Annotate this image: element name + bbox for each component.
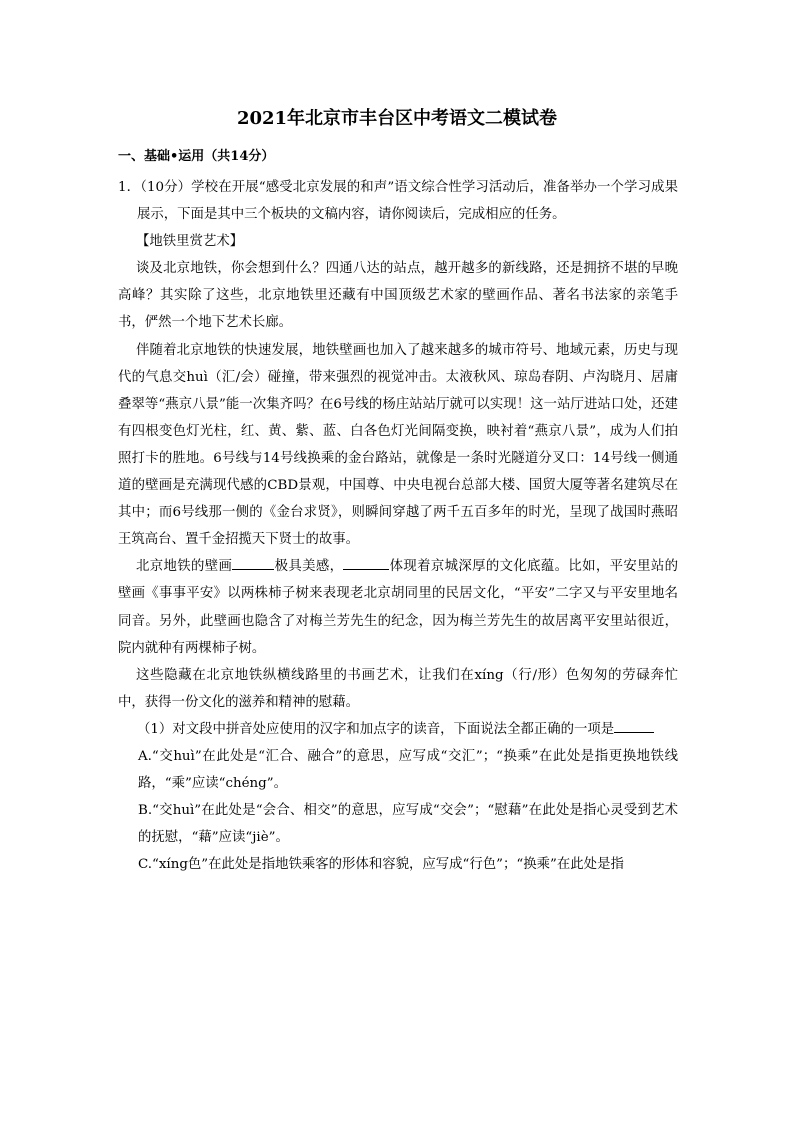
paragraph-4: 这些隐藏在北京地铁纵横线路里的书画艺术，让我们在xíng（行/形）色匆匆的劳碌奔忙中，获得一份文化的滋养和精神的慰藉。 — [118, 667, 678, 710]
page-title: 2021年北京市丰台区中考语文二模试卷 — [236, 108, 558, 129]
paragraph-2: 伴随着北京地铁的快速发展，地铁壁画也加入了越来越多的城市符号、地域元素，历史与现代的气息交huì（汇/会）碰撞，带来强烈的视觉冲击。太液秋风、琼岛春阴、卢沟晓月、居庸叠翠等“燕京八景”能一次集齐吗？在6号线的杨庄站站厅就可以实现！这一站厅进站口处，还建有四根变色灯光柱，红、黄、紫、蓝、白各色灯光间隔变换，映衬着“燕京八景”，成为人们拍照打卡的胜地。6号线与14号线换乘的金台路站，就像是一条时光隧道分叉口：14号线一侧通道的壁画是充满现代感的CBD景观，中国尊、中央电视台总部大楼、国贸大厦等著名建筑尽在其中；而6号线那一侧的《金台求贤》，则瞬间穿越了两千五百多年的时光，呈现了战国时燕昭王筑高台、置千金招揽天下贤士的故事。 — [118, 342, 678, 548]
fill-blank-2 — [343, 556, 389, 570]
paragraph-3 — [118, 553, 678, 661]
paragraph-1: 谈及北京地铁，你会想到什么？四通八达的站点，越开越多的新线路，还是拥挤不堪的早晚高峰？其实除了这些，北京地铁里还藏有中国顶级艺术家的壁画作品、著名书法家的亲笔手书，俨然一个地下艺术长廊。 — [118, 261, 678, 331]
section-heading: 一、基础•运用（共14分） — [118, 149, 275, 164]
option-c: C.“xíng色”在此处是指地铁乘客的形体和容貌，应写成“行色”；“换乘”在此处是指 — [138, 857, 624, 873]
paragraph-3-part-a: 北京地铁的壁画 — [136, 559, 233, 575]
paragraph-3-part-c: 体现着京城深厚的文化底蕴。比如，平安里站的壁画《事事平安》以两株柿子树来表现老北京胡同里的民居文化，“平安”二字又与平安里地名同音。另外，此壁画也隐含了对梅兰芳先生的纪念，因为梅兰芳先生的故居离平安里站很近，院内就种有两棵柿子树。 — [118, 559, 679, 656]
question-body — [118, 174, 678, 878]
fill-blank-1 — [232, 556, 274, 570]
paragraph-3-part-b: 极具美感， — [274, 559, 344, 575]
option-a: A.“交huì”在此处是“汇合、融合”的意思，应写成“交汇”；“换乘”在此处是指更换地铁线路，“乘”应读“chéng”。 — [138, 748, 678, 792]
sub-question-1 — [118, 716, 678, 743]
question-1-stem: 1．（10分）学校在开展“感受北京发展的和声”语文综合性学习活动后，准备举办一个学习成果展示，下面是其中三个板块的文稿内容，请你阅读后，完成相应的任务。 — [118, 180, 678, 223]
block-title: 【地铁里赏艺术】 — [136, 234, 244, 250]
answer-blank — [614, 719, 654, 733]
sub-question-1-text: （1）对文段中拼音处应使用的汉字和加点字的读音，下面说法全都正确的一项是 — [137, 721, 615, 737]
option-b: B.“交huì”在此处是“会合、相交”的意思，应写成“交会”；“慰藉”在此处是指心灵受到艺术的抚慰，“藉”应读“jiè”。 — [138, 803, 678, 846]
